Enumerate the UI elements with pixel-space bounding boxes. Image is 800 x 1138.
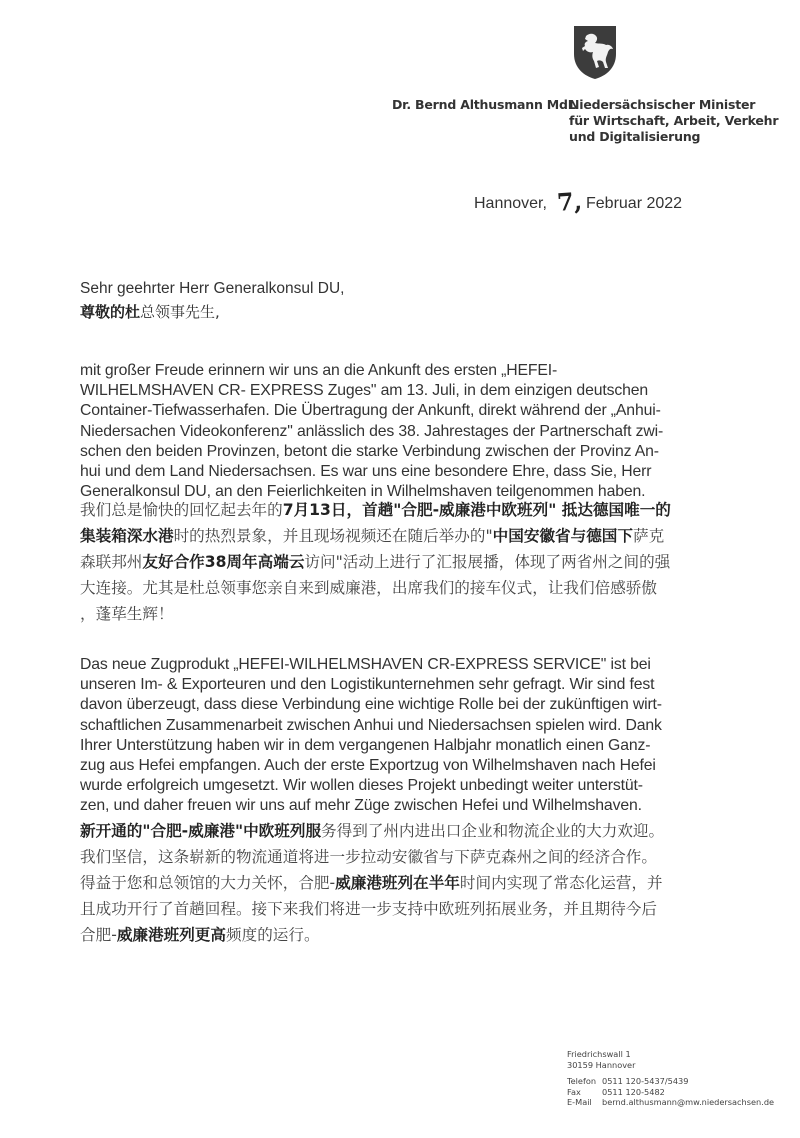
text-line xyxy=(80,922,740,948)
footer-email xyxy=(567,1097,774,1108)
paragraph-2-chinese xyxy=(80,818,740,948)
text-line: zug aus Hefei empfangen. Auch der erste Exportzug von Wilhelmshaven nach Hefei xyxy=(80,757,656,775)
text-segment: 时的热烈景象，并且现场视频还在随后举办的" xyxy=(173,527,493,545)
bold-text-segment: 集装箱深水港 xyxy=(80,527,174,545)
text-line xyxy=(80,523,740,549)
bold-text-segment: 中国安徽省与德国下 xyxy=(492,527,633,545)
text-line: schaftlichen Zusammenarbeit zwischen Anhui und Niedersachsen spielen wird. Dank xyxy=(80,716,662,734)
text-segment: 萨克 xyxy=(633,527,665,545)
footer-fax xyxy=(567,1087,774,1098)
sender-title-line: Niedersächsischer Minister xyxy=(569,97,756,112)
footer-email-label: E-Mail xyxy=(567,1097,592,1107)
paragraph-2-german xyxy=(80,655,728,817)
paragraph-1-german xyxy=(80,361,728,502)
date-day-handwritten: 7, xyxy=(555,186,583,217)
text-line: Das neue Zugprodukt „HEFEI-WILHELMSHAVEN CR-EXPRESS SERVICE" ist bei xyxy=(80,656,651,673)
bold-text-segment: 友好合作38周年高端云 xyxy=(142,553,305,571)
text-line: zen, und daher freuen wir uns auf mehr Züge zwischen Hefei und Wilhelmshaven. xyxy=(80,797,642,815)
footer-phone-label: Telefon xyxy=(567,1076,597,1086)
bold-text-segment: 新开通的"合肥-威廉港"中欧班列服 xyxy=(80,822,322,840)
date-month-year: Februar 2022 xyxy=(586,195,683,212)
date-city: Hannover, xyxy=(474,195,547,212)
sender-title-line: für Wirtschaft, Arbeit, Verkehr xyxy=(569,113,779,128)
text-line xyxy=(80,870,740,896)
text-line: Generalkonsul DU, an den Feierlichkeiten in Wilhelmshaven teilgenommen haben. xyxy=(80,483,646,501)
text-line xyxy=(80,896,740,922)
bold-text-segment: 威廉港班列更高 xyxy=(116,926,226,944)
text-segment: 大连接。尤其是杜总领事您亲自来到威廉港，出席我们的接车仪式，让我们倍感骄傲 xyxy=(80,579,657,597)
footer-phone xyxy=(567,1076,774,1087)
bold-text-segment: 威廉港班列在半年 xyxy=(335,874,460,892)
text-line: Niedersachen Videokonferenz" anlässlich des 38. Jahrestages der Partnerschaft zwi- xyxy=(80,422,664,440)
salutation-chinese-rest: 总领事先生, xyxy=(140,303,220,321)
salutation-chinese-bold: 尊敬的杜 xyxy=(80,303,141,321)
text-segment: 频度的运行。 xyxy=(226,926,320,944)
salutation-german: Sehr geehrter Herr Generalkonsul DU, xyxy=(80,280,345,297)
text-line xyxy=(80,549,740,575)
text-segment: 我们总是愉快的回忆起去年的 xyxy=(80,501,283,519)
bold-text-segment: 7月13日，首趟"合肥-威廉港中欧班列" 抵达德国唯一的 xyxy=(282,501,671,519)
footer-fax-value: 0511 120-5482 xyxy=(602,1086,665,1097)
footer-email-value[interactable]: bernd.althusmann@mw.niedersachsen.de xyxy=(602,1097,775,1107)
footer-street: Friedrichswall 1 xyxy=(567,1049,631,1059)
footer-phone-value: 0511 120-5437/5439 xyxy=(602,1076,689,1086)
text-line xyxy=(80,818,740,844)
text-segment: 访问"活动上进行了汇报展播，体现了两省州之间的强 xyxy=(304,553,671,571)
sender-name: Dr. Bernd Althusmann MdL xyxy=(392,97,576,112)
text-segment: 得益于您和总领馆的大力关怀，合肥- xyxy=(80,874,336,892)
text-line: hui und dem Land Niedersachsen. Es war uns eine besondere Ehre, dass Sie, Herr xyxy=(80,463,652,481)
lower-saxony-horse-crest-icon xyxy=(572,24,618,80)
text-segment: 我们坚信，这条崭新的物流通道将进一步拉动安徽省与下萨克森州之间的经济合作。 xyxy=(80,848,657,866)
sender-title xyxy=(569,97,778,145)
text-line xyxy=(80,497,740,523)
date-line xyxy=(474,185,683,217)
footer-fax-label: Fax xyxy=(567,1086,581,1097)
text-line xyxy=(80,844,740,870)
text-line: schen den beiden Provinzen, betont die starke Verbindung zwischen der Provinz An- xyxy=(80,442,659,460)
text-line: unseren Im- & Exporteuren und den Logistikunternehmen sehr gefragt. Wir sind fest xyxy=(80,676,655,694)
text-line xyxy=(80,601,740,627)
text-line: Ihrer Unterstützung haben wir in dem vergangenen Halbjahr monatlich einen Ganz- xyxy=(80,736,651,754)
text-line xyxy=(80,575,740,601)
footer-contact xyxy=(567,1049,774,1108)
text-segment: 务得到了州内进出口企业和物流企业的大力欢迎。 xyxy=(321,822,665,840)
text-segment: 森联邦州 xyxy=(80,553,143,571)
text-segment: 合肥- xyxy=(80,926,117,944)
sender-title-line: und Digitalisierung xyxy=(569,129,701,144)
text-line: wurde erfolgreich umgesetzt. Wir wollen dieses Projekt unbedingt weiter unterstüt- xyxy=(80,777,643,795)
salutation-chinese xyxy=(80,301,220,322)
text-segment: 时间内实现了常态化运营，并 xyxy=(459,874,663,892)
text-line: mit großer Freude erinnern wir uns an die Ankunft des ersten „HEFEI- xyxy=(80,362,558,379)
text-line: Container-Tiefwasserhafen. Die Übertragung der Ankunft, direkt während der „Anhui- xyxy=(80,402,661,420)
text-segment: ，蓬荜生辉！ xyxy=(80,605,174,623)
text-segment: 且成功开行了首趟回程。接下来我们将进一步支持中欧班列拓展业务，并且期待今后 xyxy=(80,900,657,918)
footer-city: 30159 Hannover xyxy=(567,1059,636,1070)
paragraph-1-chinese xyxy=(80,497,740,627)
text-line: WILHELMSHAVEN CR- EXPRESS Zuges" am 13. Juli, in dem einzigen deutschen xyxy=(80,382,648,400)
text-line: davon überzeugt, dass diese Verbindung eine wichtige Rolle bei der zukünftigen wirt- xyxy=(80,696,662,714)
